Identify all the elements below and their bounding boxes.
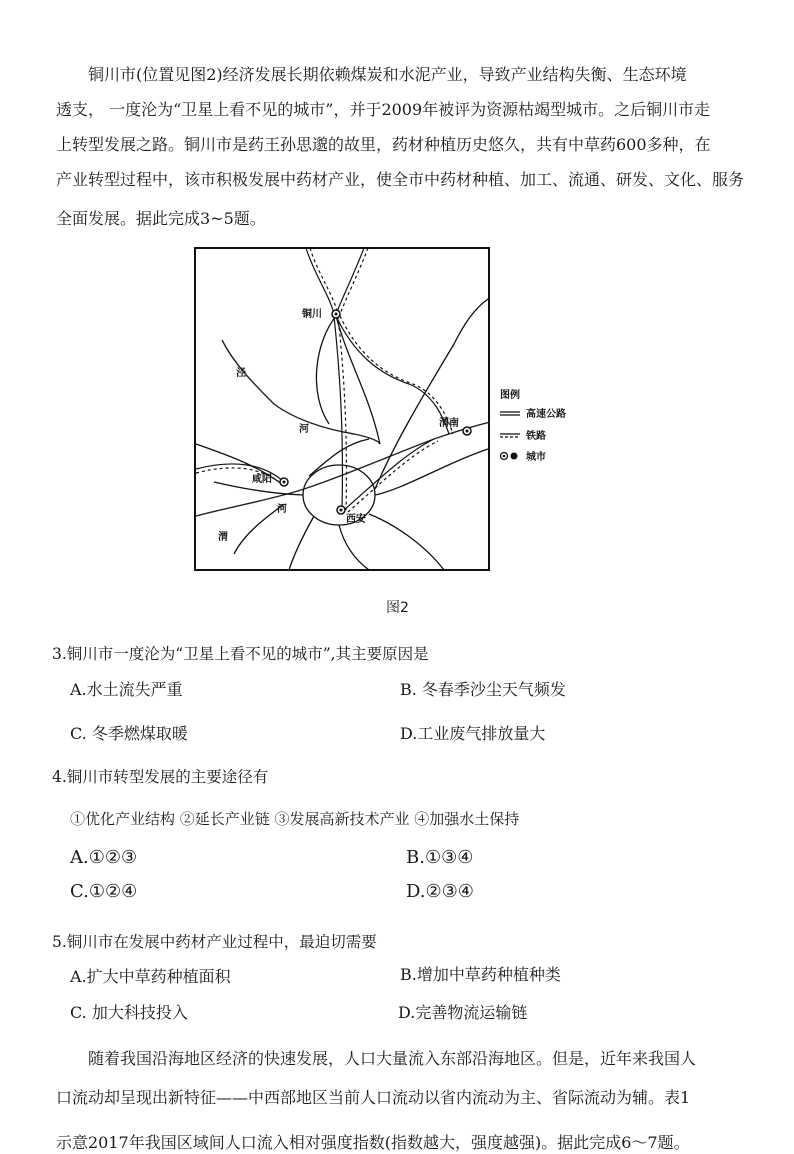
q3-option-b[interactable]: B. 冬春季沙尘天气频发	[400, 680, 566, 699]
q5-option-a[interactable]: A.扩大中草药种植面积	[70, 967, 231, 986]
q3-option-d[interactable]: D.工业废气排放量大	[400, 724, 546, 743]
map-frame	[195, 248, 489, 570]
q4-option-c[interactable]: C.①②④	[70, 881, 138, 902]
passage2-line-3: 示意2017年我国区域间人口流入相对强度指数(指数越大，强度越强)。据此完成6～7题。	[56, 1133, 690, 1152]
legend-title: 图例	[500, 390, 520, 401]
q5-stem: 5.铜川市在发展中药材产业过程中，最迫切需要	[52, 933, 377, 951]
city-markers	[280, 310, 471, 514]
map-figure	[194, 244, 490, 572]
q3-option-a[interactable]: A.水土流失严重	[70, 680, 183, 699]
label-jing: 泾	[236, 368, 246, 379]
passage1-line-1: 铜川市(位置见图2)经济发展长期依赖煤炭和水泥产业，导致产业结构失衡、生态环境	[88, 65, 687, 84]
passage1-line-4: 产业转型过程中，该市积极发展中药材产业，使全市中药材种植、加工、流通、研发、文化、服务	[56, 170, 745, 189]
passage1-line-2: 透支， 一度沦为“卫星上看不见的城市”，并于2009年被评为资源枯竭型城市。之后铜川市走	[56, 100, 711, 119]
label-tongchuan: 铜川	[302, 309, 322, 320]
legend-city: 城市	[526, 452, 546, 463]
legend-highway: 高速公路	[526, 409, 566, 420]
label-xianyang: 咸阳	[252, 474, 272, 485]
label-he1: 河	[299, 424, 309, 435]
label-wei: 渭	[218, 532, 228, 543]
label-xian: 西安	[346, 514, 366, 525]
figure-caption: 图2	[386, 600, 409, 616]
passage2-line-2: 口流动却呈现出新特征——中西部地区当前人口流动以省内流动为主、省际流动为辅。表1	[56, 1088, 691, 1107]
passage1-line-5: 全面发展。据此完成3~5题。	[56, 209, 266, 228]
legend-railway: 铁路	[526, 431, 546, 442]
q5-option-c[interactable]: C. 加大科技投入	[70, 1003, 188, 1022]
wei-river	[196, 422, 490, 516]
label-he2: 河	[277, 504, 287, 515]
q4-option-d[interactable]: D.②③④	[406, 881, 474, 902]
q4-option-b[interactable]: B.①③④	[406, 847, 474, 868]
map-legend	[498, 388, 588, 468]
q4-items: ①优化产业结构 ②延长产业链 ③发展高新技术产业 ④加强水土保持	[70, 810, 520, 828]
q3-option-c[interactable]: C. 冬季燃煤取暖	[70, 724, 188, 743]
label-weinan: 渭南	[439, 418, 459, 429]
passage2-line-1: 随着我国沿海地区经济的快速发展，人口大量流入东部沿海地区。但是，近年来我国人	[88, 1049, 697, 1068]
q5-option-d[interactable]: D.完善物流运输链	[398, 1003, 528, 1022]
q3-stem: 3.铜川市一度沦为“卫星上看不见的城市”,其主要原因是	[52, 645, 429, 663]
q5-option-b[interactable]: B.增加中草药种植种类	[400, 965, 561, 984]
q4-option-a[interactable]: A.①②③	[70, 847, 138, 868]
q4-stem: 4.铜川市转型发展的主要途径有	[52, 768, 269, 786]
passage1-line-3: 上转型发展之路。铜川市是药王孙思邈的故里，药材种植历史悠久，共有中草药600多种，在	[56, 135, 711, 154]
